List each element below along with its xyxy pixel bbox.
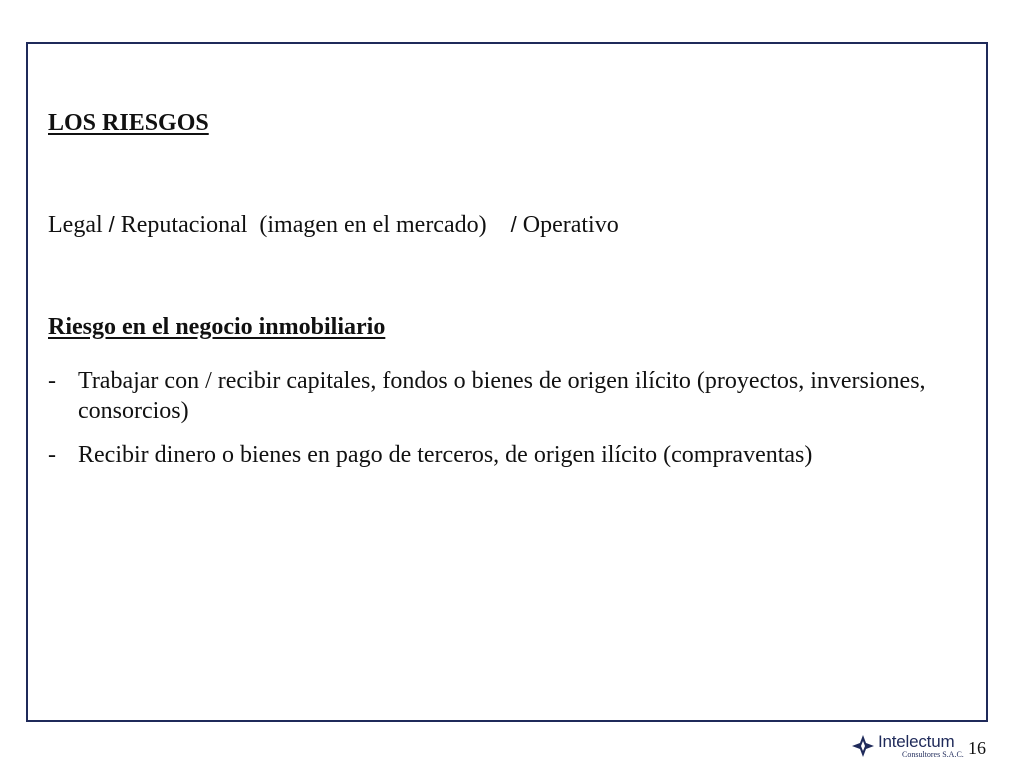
- company-logo: [852, 733, 964, 759]
- logo-subtitle: Consultores S.A.C.: [902, 750, 964, 759]
- risk-operational: Operativo: [522, 212, 619, 238]
- bullet-list: [48, 366, 978, 484]
- risk-legal: Legal: [48, 212, 103, 238]
- bullet-dash: -: [48, 442, 56, 468]
- slide-subheading: Riesgo en el negocio inmobiliario: [48, 314, 386, 340]
- risk-types-line: [48, 212, 619, 239]
- diamond-star-icon: [852, 735, 874, 757]
- bullet-text: Recibir dinero o bienes en pago de terceros, de origen ilícito (compraventas): [78, 442, 813, 468]
- risk-separator: /: [108, 212, 115, 237]
- page-number: 16: [968, 738, 986, 758]
- bullet-dash: -: [48, 368, 56, 394]
- risk-separator: /: [510, 212, 517, 237]
- list-item: [48, 366, 978, 426]
- risk-reputational: Reputacional (imagen en el mercado): [120, 212, 487, 238]
- list-item: [48, 440, 978, 470]
- bullet-text: Trabajar con / recibir capitales, fondos o bienes de origen ilícito (proyectos, inversiones, consorcios): [78, 368, 926, 424]
- logo-name: Intelectum: [878, 732, 955, 751]
- logo-text: [878, 733, 964, 759]
- slide-heading: LOS RIESGOS: [48, 110, 209, 136]
